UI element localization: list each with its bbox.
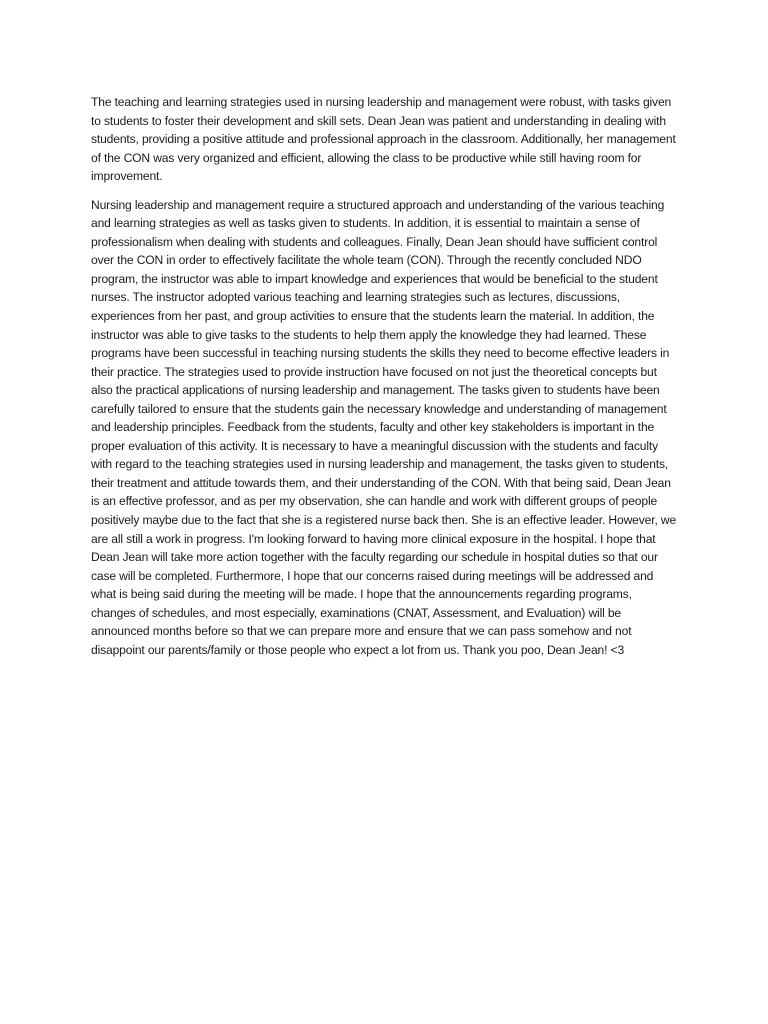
document-body	[91, 93, 679, 659]
paragraph-2: Nursing leadership and management require a structured approach and understanding of the various teaching and learning strategies as well as tasks given to students. In addition, it is essential to maintain a sense of professionalism when dealing with students and colleagues. Finally, Dean Jean should have sufficient control over the CON in order to effectively facilitate the whole team (CON). Through the recently concluded NDO program, the instructor was able to impart knowledge and experiences that would be beneficial to the student nurses. The instructor adopted various teaching and learning strategies such as lectures, discussions, experiences from her past, and group activities to ensure that the students learn the material. In addition, the instructor was able to give tasks to the students to help them apply the knowledge they had learned. These programs have been successful in teaching nursing students the skills they need to become effective leaders in their practice. The strategies used to provide instruction have focused on not just the theoretical concepts but also the practical applications of nursing leadership and management. The tasks given to students have been carefully tailored to ensure that the students gain the necessary knowledge and understanding of management and leadership principles. Feedback from the students, faculty and other key stakeholders is important in the proper evaluation of this activity. It is necessary to have a meaningful discussion with the students and faculty with regard to the teaching strategies used in nursing leadership and management, the tasks given to students, their treatment and attitude towards them, and their understanding of the CON. With that being said, Dean Jean is an effective professor, and as per my observation, she can handle and work with different groups of people positively maybe due to the fact that she is a registered nurse back then. She is an effective leader. However, we are all still a work in progress. I'm looking forward to having more clinical exposure in the hospital. I hope that Dean Jean will take more action together with the faculty regarding our schedule in hospital duties so that our case will be completed. Furthermore, I hope that our concerns raised during meetings will be addressed and what is being said during the meeting will be made. I hope that the announcements regarding programs, changes of schedules, and most especially, examinations (CNAT, Assessment, and Evaluation) will be announced months before so that we can prepare more and ensure that we can pass somehow and not disappoint our parents/family or those people who expect a lot from us. Thank you poo, Dean Jean! <3	[91, 197, 677, 657]
paragraph-1: The teaching and learning strategies used in nursing leadership and management were robust, with tasks given to students to foster their development and skill sets. Dean Jean was patient and understanding in dealing with students, providing a positive attitude and professional approach in the classroom. Additionally, her management of the CON was very organized and efficient, allowing the class to be productive while still having room for improvement.	[91, 95, 676, 184]
